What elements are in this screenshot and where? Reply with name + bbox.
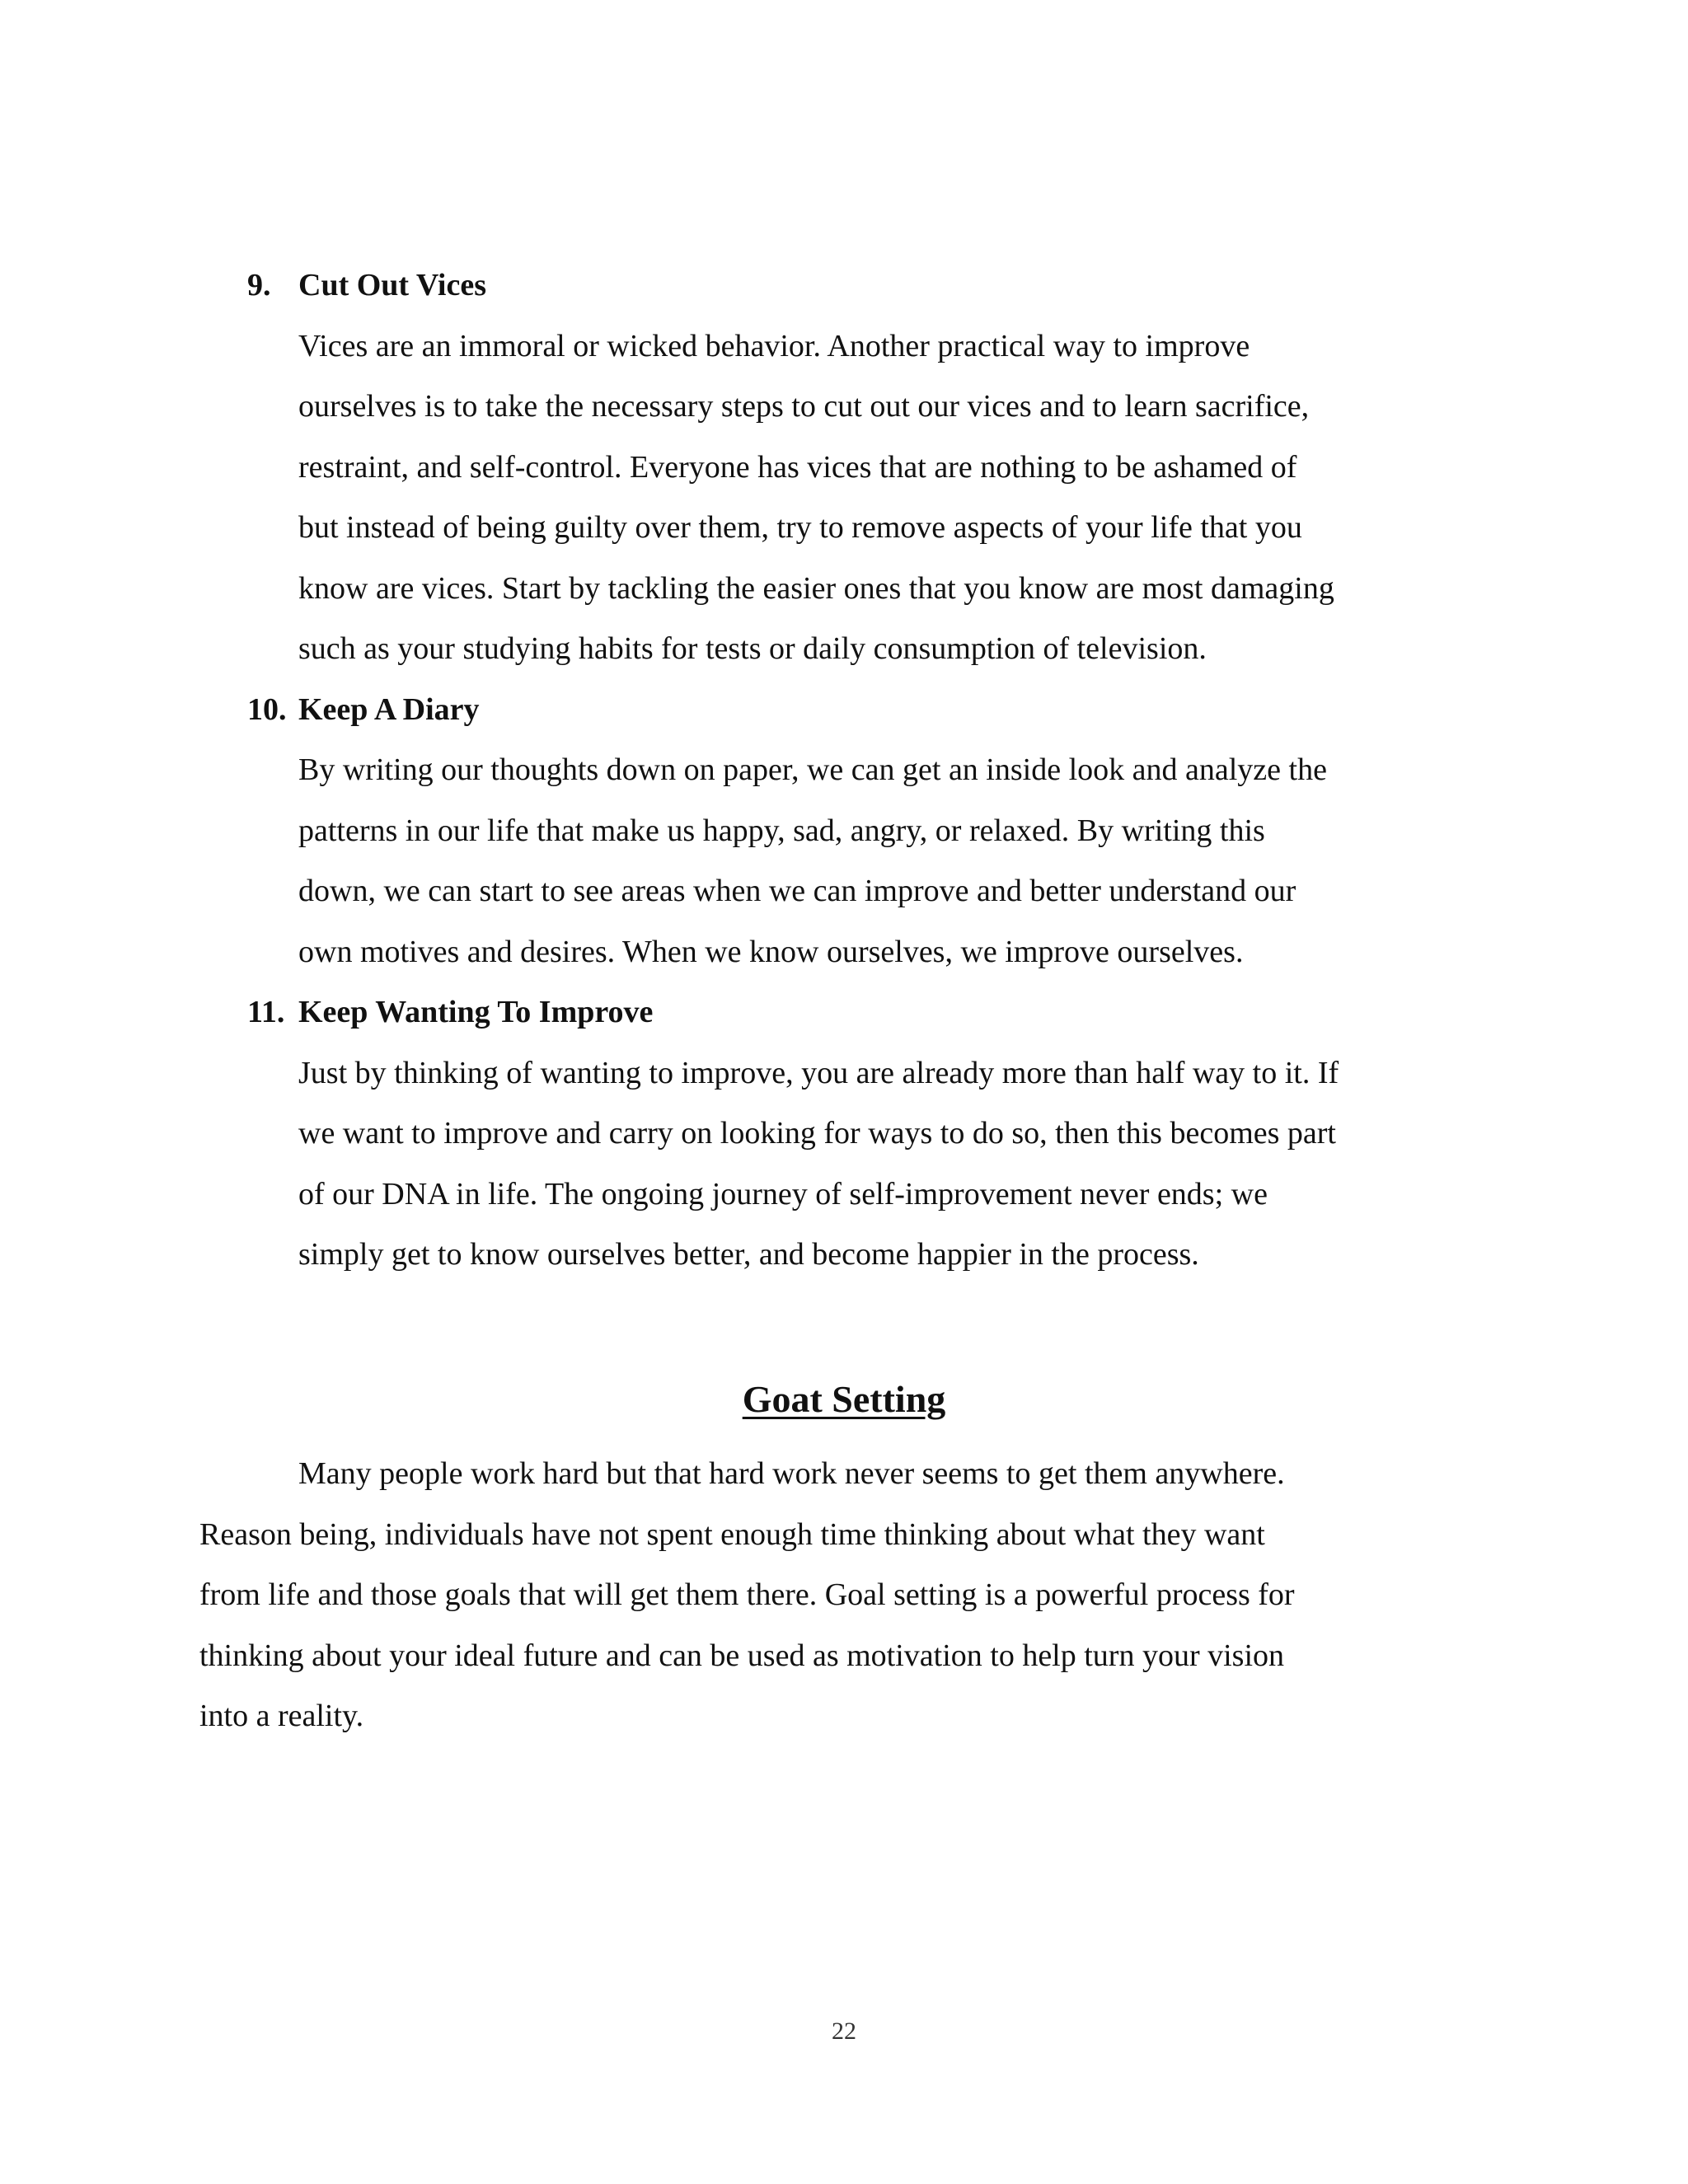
list-item [247,982,1500,1286]
body-line: we want to improve and carry on looking for ways to do so, then this becomes part [298,1116,1336,1151]
body-line: own motives and desires. When we know ourselves, we improve ourselves. [298,934,1244,969]
paragraph-line: into a reality. [199,1699,364,1733]
list-item-title: Cut Out Vices [298,268,486,302]
list-item-number: 9. [247,268,271,302]
list-item-body [298,740,1502,982]
list-item-heading [247,680,1500,741]
list-item-body [298,316,1502,680]
body-line: patterns in our life that make us happy, sad, angry, or relaxed. By writing this [298,813,1265,848]
page-number: 22 [832,2018,856,2045]
body-line: ourselves is to take the necessary steps to cut out our vices and to learn sacrifice, [298,389,1310,424]
paragraph-line: from life and those goals that will get them there. Goal setting is a powerful process for [199,1577,1295,1612]
paragraph-line: Reason being, individuals have not spent enough time thinking about what they want [199,1516,1265,1552]
body-line: Vices are an immoral or wicked behavior. Another practical way to improve [298,328,1250,363]
body-line: restraint, and self-control. Everyone has vices that are nothing to be ashamed of [298,449,1297,485]
list-item-heading [247,982,1500,1043]
section-paragraph [199,1444,1502,1747]
numbered-list [247,255,1500,1286]
body-line: down, we can start to see areas when we can improve and better understand our [298,874,1296,908]
body-line: By writing our thoughts down on paper, we can get an inside look and analyze the [298,752,1327,787]
list-item-heading [247,255,1500,316]
body-line: Just by thinking of wanting to improve, you are already more than half way to it. If [298,1055,1339,1090]
body-line: but instead of being guilty over them, try to remove aspects of your life that you [298,510,1302,545]
section-heading: Goat Setting [742,1378,946,1420]
list-item-title: Keep Wanting To Improve [298,995,654,1029]
paragraph-line: Many people work hard but that hard work never seems to get them anywhere. [298,1456,1285,1491]
body-line: of our DNA in life. The ongoing journey of self-improvement never ends; we [298,1176,1268,1212]
list-item [247,680,1500,983]
list-item-number: 11. [247,995,285,1029]
body-line: simply get to know ourselves better, and become happier in the process. [298,1237,1199,1272]
paragraph-line: thinking about your ideal future and can be used as motivation to help turn your vision [199,1638,1285,1673]
body-line: such as your studying habits for tests or daily consumption of television. [298,631,1207,666]
list-item-body [298,1043,1502,1286]
body-line: know are vices. Start by tackling the easier ones that you know are most damaging [298,570,1334,606]
list-item [247,255,1500,680]
list-item-title: Keep A Diary [298,691,480,727]
list-item-number: 10. [247,691,287,727]
